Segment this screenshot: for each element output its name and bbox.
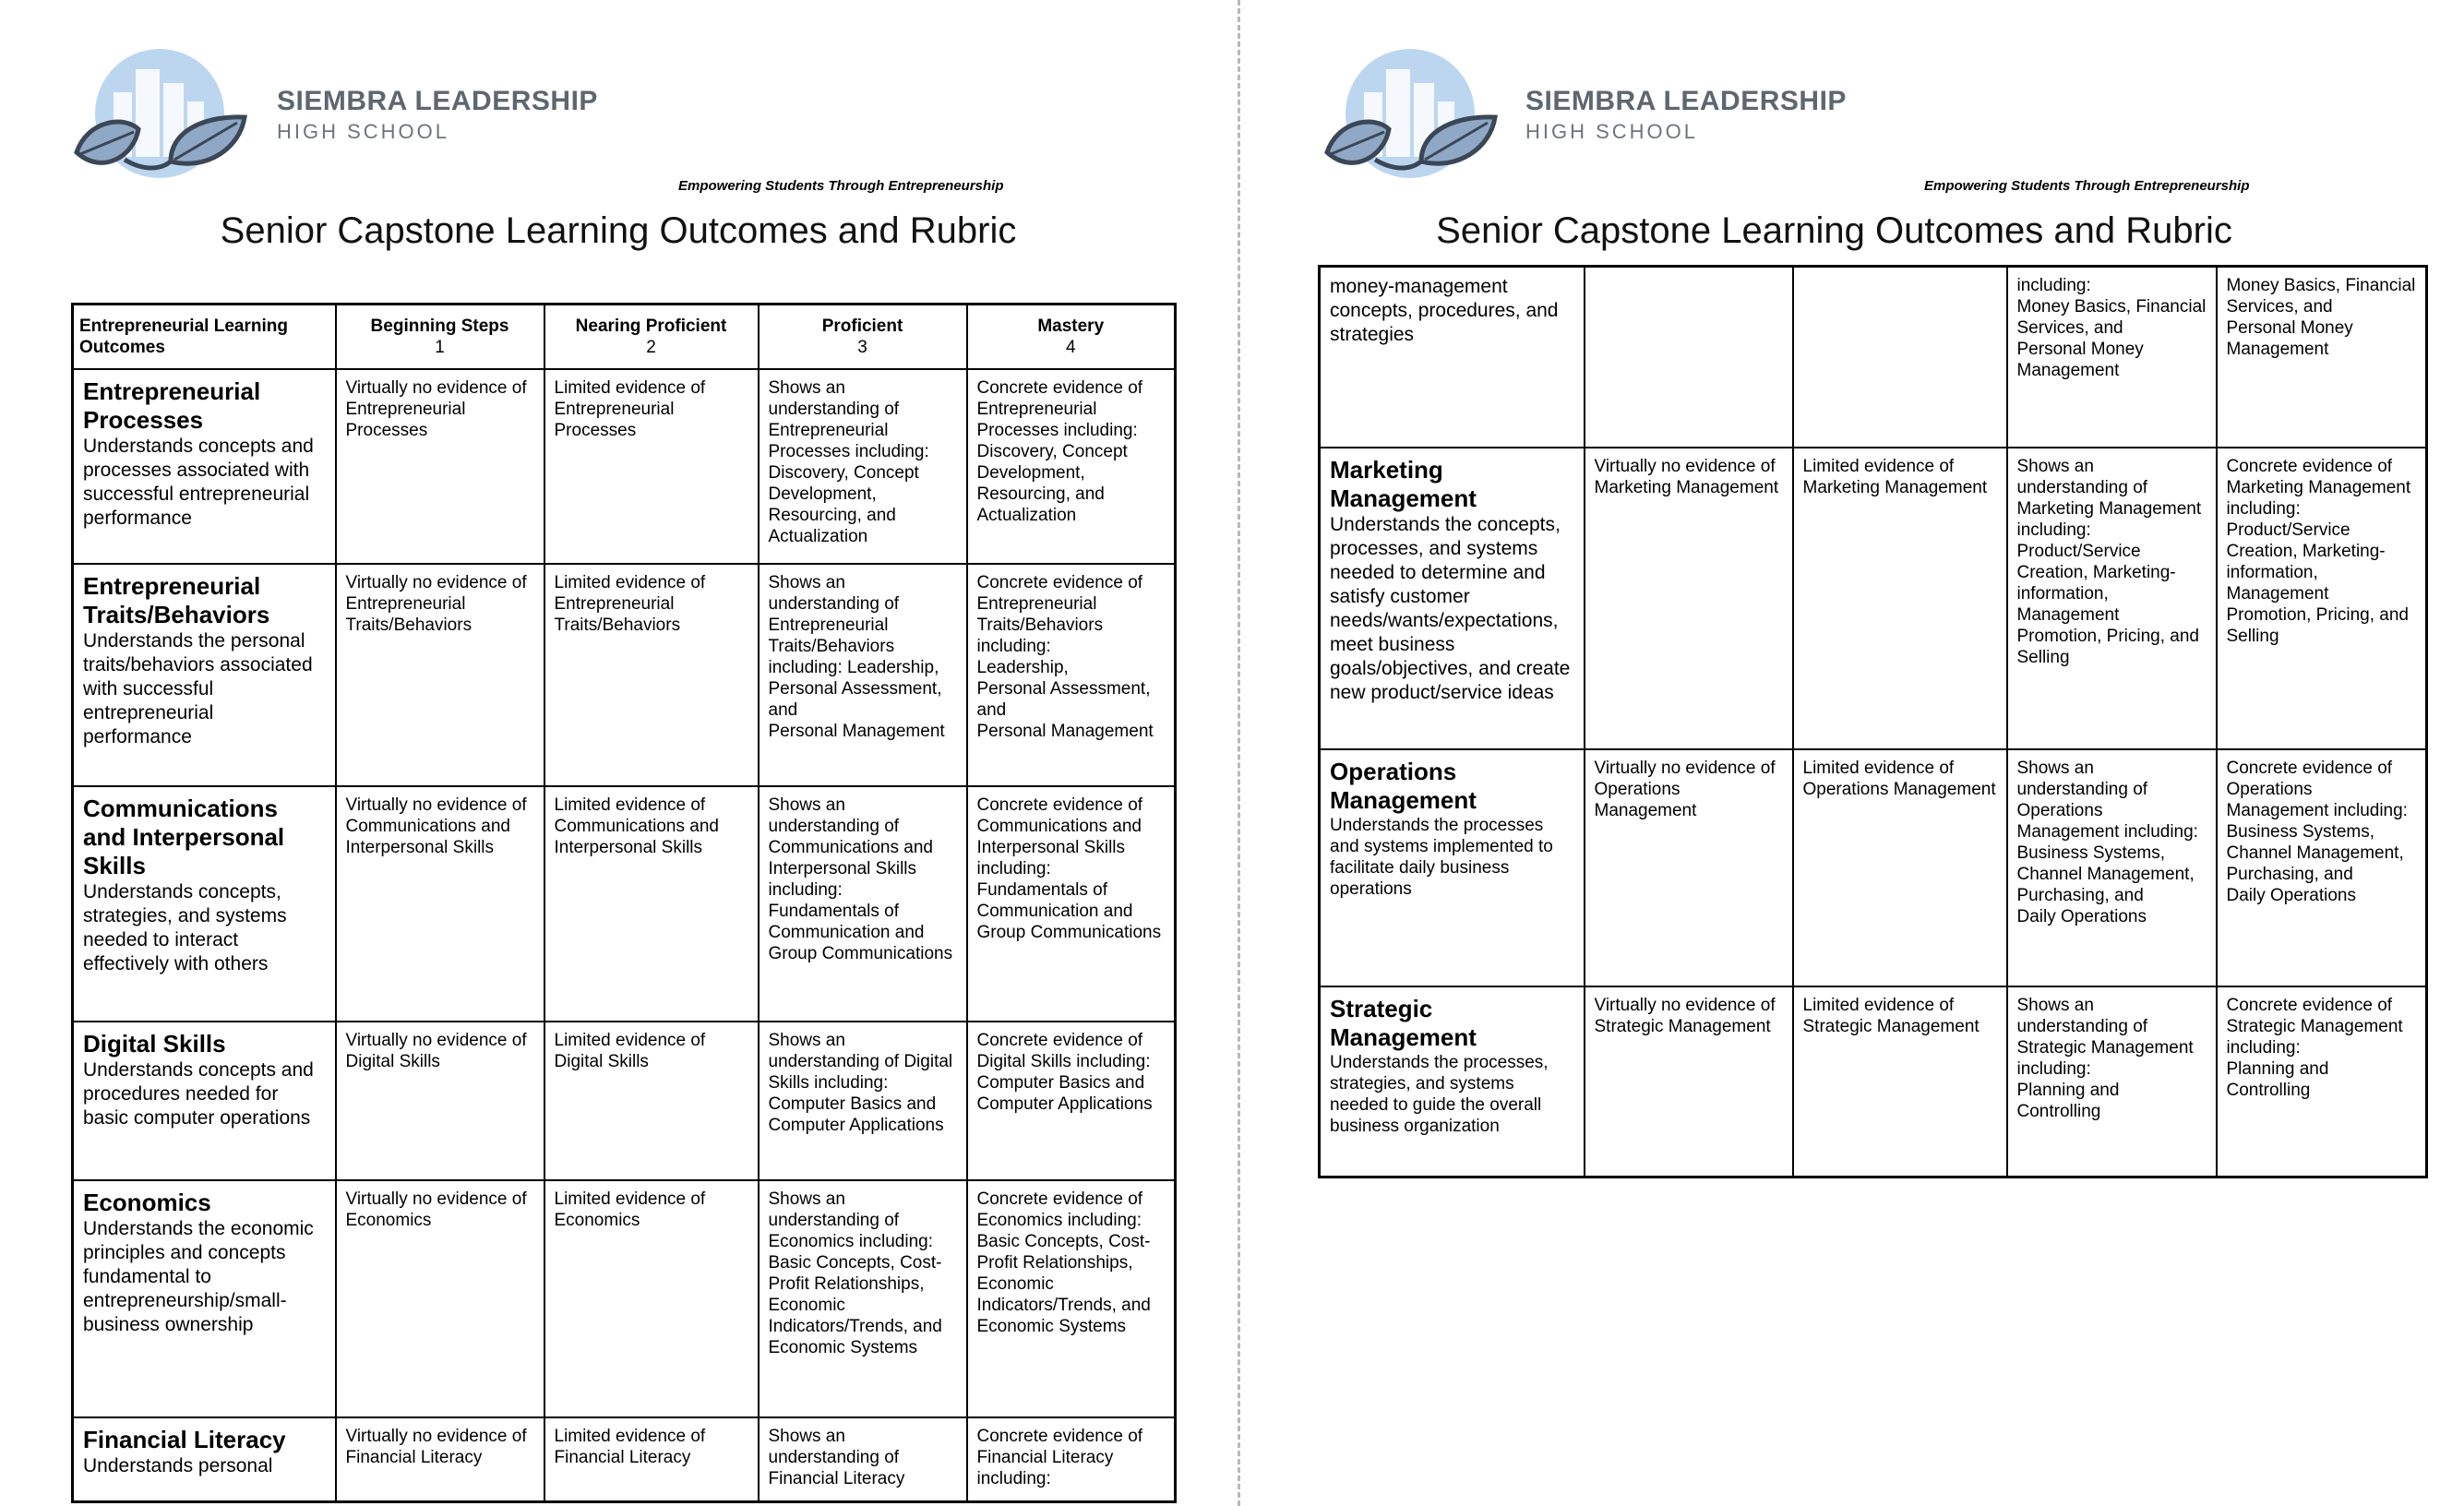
rubric-table-continued	[1318, 265, 2428, 1178]
rubric-cell: Limited evidence of Communications and Interpersonal Skills	[544, 786, 759, 1022]
table-row	[1320, 749, 2427, 986]
rubric-table	[71, 303, 1177, 1503]
rubric-cell: Virtually no evidence of Strategic Management	[1585, 986, 1793, 1177]
header-level-1: Beginning Steps 1	[336, 305, 544, 369]
rubric-cell: including: Money Basics, Financial Services, and Personal Money Management	[2007, 267, 2217, 448]
document-title: Senior Capstone Learning Outcomes and Rubric	[1436, 210, 2232, 251]
document-title: Senior Capstone Learning Outcomes and Rubric	[220, 210, 1017, 251]
school-subtitle: HIGH SCHOOL	[277, 120, 450, 143]
table-row	[73, 1180, 1176, 1417]
rubric-cell: Virtually no evidence of Entrepreneurial Traits/Behaviors	[336, 564, 544, 786]
rubric-cell: Limited evidence of Entrepreneurial Processes	[544, 369, 759, 564]
rubric-cell	[1585, 267, 1793, 448]
outcome-cell: Communications and Interpersonal Skills Understands concepts, strategies, and systems needed to interact effectively with others	[73, 786, 336, 1022]
school-logo-icon	[1320, 42, 1504, 189]
rubric-cell: Shows an understanding of Financial Literacy	[759, 1417, 967, 1502]
rubric-cell: Shows an understanding of Marketing Management including: Product/Service Creation, Marketing-information, Management Promotion, Pricing, and Selling	[2007, 448, 2217, 749]
rubric-cell: Virtually no evidence of Marketing Management	[1585, 448, 1793, 749]
rubric-cell: Shows an understanding of Strategic Management including: Planning and Controlling	[2007, 986, 2217, 1177]
rubric-cell: Money Basics, Financial Services, and Personal Money Management	[2217, 267, 2427, 448]
rubric-cell: Shows an understanding of Operations Management including: Business Systems, Channel Management, Purchasing, and Daily Operations	[2007, 749, 2217, 986]
table-header-row	[73, 305, 1176, 369]
outcome-cell: Operations Management Understands the processes and systems implemented to facilitate daily business operations	[1320, 749, 1585, 986]
header-level-3: Proficient 3	[759, 305, 967, 369]
school-logo-icon	[69, 42, 254, 189]
table-row	[73, 1417, 1176, 1502]
rubric-cell: Virtually no evidence of Communications and Interpersonal Skills	[336, 786, 544, 1022]
table-row	[1320, 986, 2427, 1177]
outcome-cell: Economics Understands the economic principles and concepts fundamental to entrepreneurship/small-business ownership	[73, 1180, 336, 1417]
rubric-cell: Concrete evidence of Financial Literacy including:	[967, 1417, 1176, 1502]
rubric-cell: Virtually no evidence of Entrepreneurial Processes	[336, 369, 544, 564]
rubric-cell: Concrete evidence of Entrepreneurial Traits/Behaviors including: Leadership, Personal Assessment, and Personal Management	[967, 564, 1176, 786]
rubric-cell: Concrete evidence of Marketing Management including: Product/Service Creation, Marketing-information, Management Promotion, Pricing, and Selling	[2217, 448, 2427, 749]
school-subtitle: HIGH SCHOOL	[1525, 120, 1699, 143]
outcome-cell: Strategic Management Understands the processes, strategies, and systems needed to guide the overall business organization	[1320, 986, 1585, 1177]
rubric-cell: Shows an understanding of Economics including: Basic Concepts, Cost-Profit Relationships, Economic Indicators/Trends, and Economic Systems	[759, 1180, 967, 1417]
rubric-cell: Limited evidence of Entrepreneurial Traits/Behaviors	[544, 564, 759, 786]
rubric-cell: Limited evidence of Digital Skills	[544, 1022, 759, 1180]
school-name: SIEMBRA LEADERSHIP	[277, 86, 598, 116]
rubric-cell: Concrete evidence of Operations Management including: Business Systems, Channel Management, Purchasing, and Daily Operations	[2217, 749, 2427, 986]
rubric-cell: Limited evidence of Operations Management	[1793, 749, 2007, 986]
rubric-cell: Limited evidence of Marketing Management	[1793, 448, 2007, 749]
table-row	[73, 786, 1176, 1022]
outcome-cell: Marketing Management Understands the concepts, processes, and systems needed to determine and satisfy customer needs/wants/expectations, meet business goals/objectives, and create new product/service ideas	[1320, 448, 1585, 749]
rubric-cell: Virtually no evidence of Operations Management	[1585, 749, 1793, 986]
table-row	[73, 1022, 1176, 1180]
table-row	[73, 369, 1176, 564]
school-tagline: Empowering Students Through Entrepreneurship	[1924, 178, 2250, 194]
rubric-cell: Shows an understanding of Entrepreneurial Processes including: Discovery, Concept Development, Resourcing, and Actualization	[759, 369, 967, 564]
rubric-cell: Virtually no evidence of Financial Literacy	[336, 1417, 544, 1502]
rubric-cell: Virtually no evidence of Digital Skills	[336, 1022, 544, 1180]
rubric-cell: Shows an understanding of Entrepreneurial Traits/Behaviors including: Leadership, Personal Assessment, and Personal Management	[759, 564, 967, 786]
rubric-cell: Limited evidence of Strategic Management	[1793, 986, 2007, 1177]
rubric-cell: Concrete evidence of Digital Skills including: Computer Basics and Computer Applications	[967, 1022, 1176, 1180]
rubric-cell: Limited evidence of Financial Literacy	[544, 1417, 759, 1502]
outcome-cell: Financial Literacy Understands personal	[73, 1417, 336, 1502]
table-row	[1320, 448, 2427, 749]
table-row	[1320, 267, 2427, 448]
outcome-cell: Entrepreneurial Processes Understands concepts and processes associated with successful entrepreneurial performance	[73, 369, 336, 564]
outcome-cell: Digital Skills Understands concepts and procedures needed for basic computer operations	[73, 1022, 336, 1180]
table-row	[73, 564, 1176, 786]
rubric-cell: Concrete evidence of Strategic Management including: Planning and Controlling	[2217, 986, 2427, 1177]
header-outcomes: Entrepreneurial Learning Outcomes	[73, 305, 336, 369]
rubric-cell	[1793, 267, 2007, 448]
rubric-cell: Concrete evidence of Communications and Interpersonal Skills including: Fundamentals of Communication and Group Communications	[967, 786, 1176, 1022]
rubric-cell: Virtually no evidence of Economics	[336, 1180, 544, 1417]
rubric-cell: Shows an understanding of Digital Skills including: Computer Basics and Computer Applications	[759, 1022, 967, 1180]
school-name: SIEMBRA LEADERSHIP	[1525, 86, 1847, 116]
outcome-cell: Entrepreneurial Traits/Behaviors Understands the personal traits/behaviors associated with successful entrepreneurial performance	[73, 564, 336, 786]
outcome-cell: money-management concepts, procedures, and strategies	[1320, 267, 1585, 448]
rubric-cell: Shows an understanding of Communications and Interpersonal Skills including: Fundamentals of Communication and Group Communications	[759, 786, 967, 1022]
rubric-cell: Concrete evidence of Entrepreneurial Processes including: Discovery, Concept Development, Resourcing, and Actualization	[967, 369, 1176, 564]
rubric-cell: Limited evidence of Economics	[544, 1180, 759, 1417]
school-tagline: Empowering Students Through Entrepreneurship	[678, 178, 1004, 194]
header-level-2: Nearing Proficient 2	[544, 305, 759, 369]
rubric-cell: Concrete evidence of Economics including: Basic Concepts, Cost-Profit Relationships, Economic Indicators/Trends, and Economic Systems	[967, 1180, 1176, 1417]
header-level-4: Mastery 4	[967, 305, 1176, 369]
